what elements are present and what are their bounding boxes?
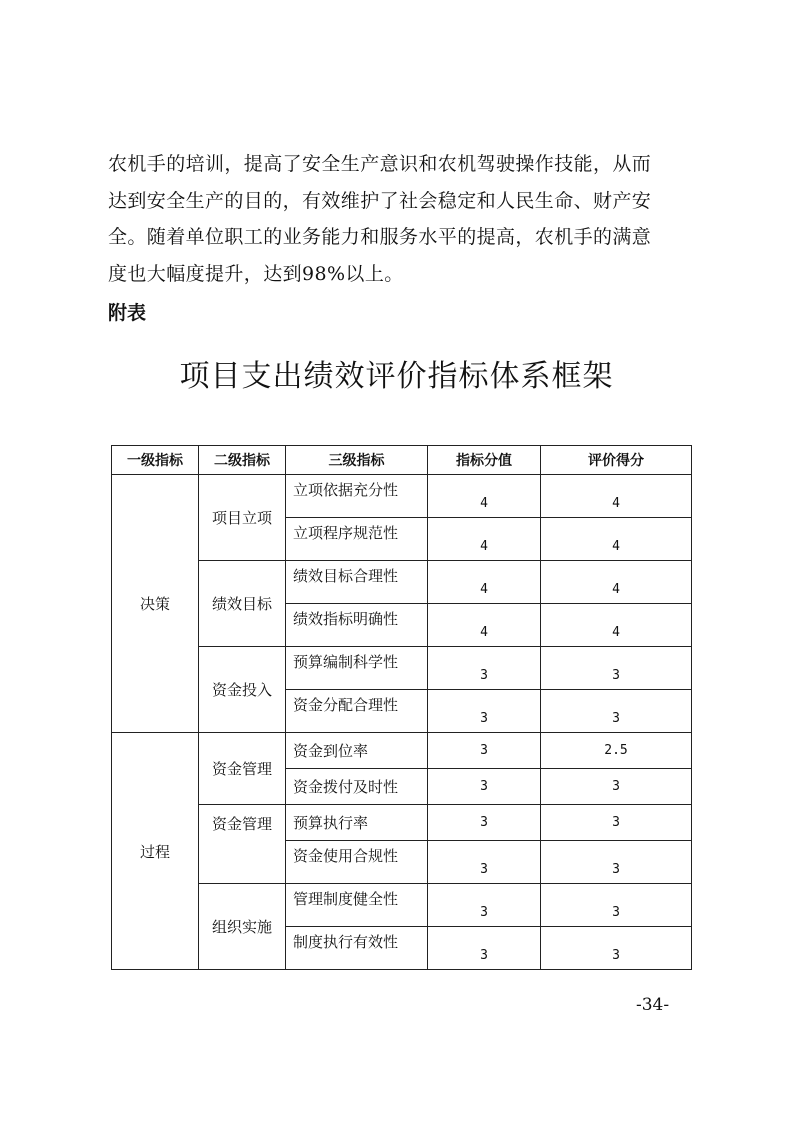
score-cell: 3 [428, 769, 541, 805]
score-cell: 3 [428, 927, 541, 970]
level3-cell: 立项程序规范性 [286, 518, 428, 561]
result-cell: 4 [541, 604, 692, 647]
level3-cell: 制度执行有效性 [286, 927, 428, 970]
table-row [112, 884, 692, 927]
result-cell: 3 [541, 841, 692, 884]
score-cell: 3 [428, 690, 541, 733]
score-cell: 3 [428, 884, 541, 927]
result-cell: 2.5 [541, 733, 692, 769]
header-level2: 二级指标 [199, 446, 286, 475]
level3-cell: 绩效指标明确性 [286, 604, 428, 647]
score-cell: 4 [428, 475, 541, 518]
score-cell: 4 [428, 518, 541, 561]
level3-cell: 立项依据充分性 [286, 475, 428, 518]
score-cell: 3 [428, 841, 541, 884]
level3-cell: 预算执行率 [286, 805, 428, 841]
table-row [112, 647, 692, 690]
level2-cell: 绩效目标 [199, 561, 286, 647]
paragraph-line: 度也大幅度提升，达到98%以上。 [108, 262, 404, 285]
paragraph-line: 达到安全生产的目的，有效维护了社会稳定和人民生命、财产安 [108, 189, 652, 212]
result-cell: 3 [541, 884, 692, 927]
level3-cell: 资金分配合理性 [286, 690, 428, 733]
appendix-label: 附表 [108, 302, 147, 324]
header-level3: 三级指标 [286, 446, 428, 475]
level2-cell: 资金管理 [199, 733, 286, 805]
level2-cell: 资金管理 [199, 805, 286, 884]
paragraph-line: 农机手的培训，提高了安全生产意识和农机驾驶操作技能，从而 [108, 153, 652, 175]
header-score: 指标分值 [428, 446, 541, 475]
level2-cell: 项目立项 [199, 475, 286, 561]
table-row [112, 475, 692, 518]
result-cell: 4 [541, 518, 692, 561]
level2-cell: 资金投入 [199, 647, 286, 733]
score-cell: 3 [428, 647, 541, 690]
level1-cell: 决策 [112, 475, 199, 733]
result-cell: 4 [541, 475, 692, 518]
result-cell: 4 [541, 561, 692, 604]
level2-cell: 组织实施 [199, 884, 286, 970]
score-cell: 4 [428, 561, 541, 604]
table-row [112, 733, 692, 769]
table-row [112, 561, 692, 604]
paragraph-line: 全。随着单位职工的业务能力和服务水平的提高，农机手的满意 [108, 226, 652, 248]
score-cell: 4 [428, 604, 541, 647]
result-cell: 3 [541, 690, 692, 733]
level3-cell: 预算编制科学性 [286, 647, 428, 690]
header-level1: 一级指标 [112, 446, 199, 475]
result-cell: 3 [541, 927, 692, 970]
result-cell: 3 [541, 805, 692, 841]
table-header-row [112, 446, 692, 475]
table-title: 项目支出绩效评价指标体系框架 [179, 359, 614, 394]
body-paragraph [108, 146, 708, 292]
level1-cell: 过程 [112, 733, 199, 970]
result-cell: 3 [541, 647, 692, 690]
level3-cell: 资金到位率 [286, 733, 428, 769]
score-cell: 3 [428, 733, 541, 769]
page-number: -34- [636, 995, 670, 1015]
table-row [112, 805, 692, 841]
level3-cell: 绩效目标合理性 [286, 561, 428, 604]
level3-cell: 管理制度健全性 [286, 884, 428, 927]
result-cell: 3 [541, 769, 692, 805]
score-cell: 3 [428, 805, 541, 841]
indicator-table [111, 445, 692, 970]
level3-cell: 资金使用合规性 [286, 841, 428, 884]
header-result: 评价得分 [541, 446, 692, 475]
level3-cell: 资金拨付及时性 [286, 769, 428, 805]
